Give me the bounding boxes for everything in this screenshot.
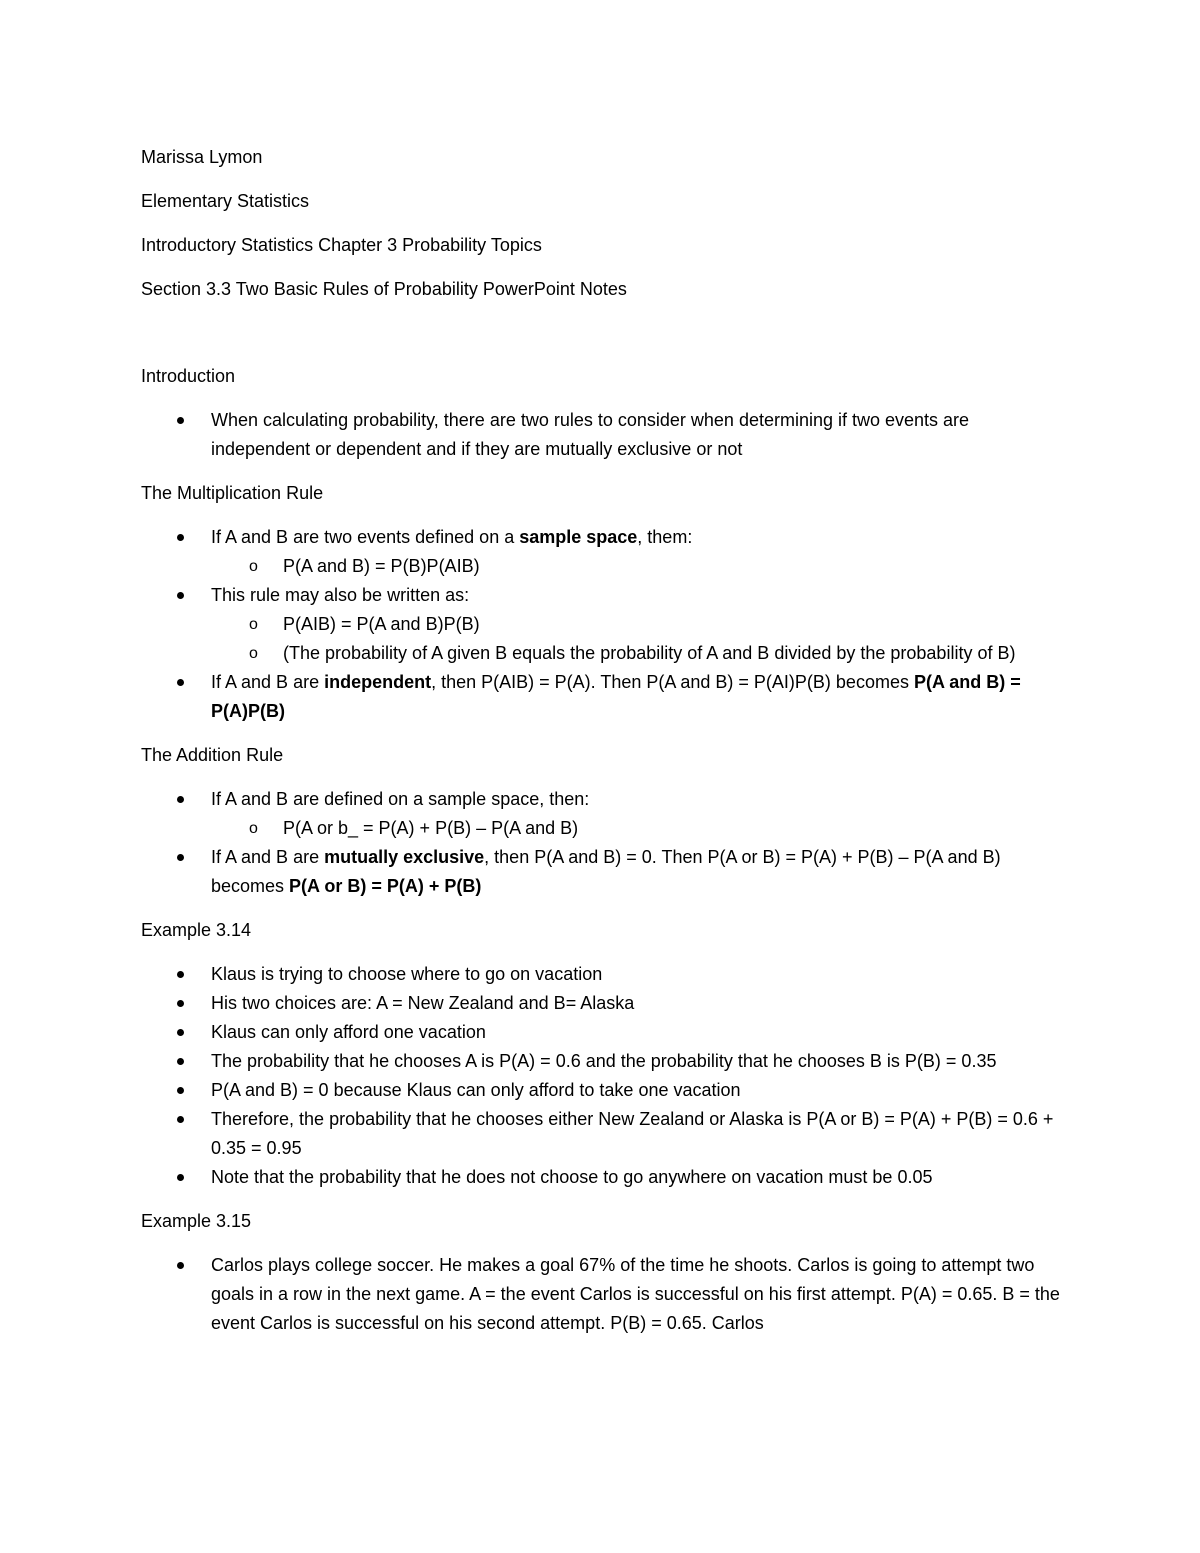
list-item-text: Note that the probability that he does not choose to go anywhere on vacation must be 0.05 [211, 1167, 933, 1187]
author-name: Marissa Lymon [141, 147, 263, 167]
bullet-icon [177, 679, 184, 686]
text-run: If A and B are [211, 672, 325, 692]
formula-text: P(AIB) = P(A and B)P(B) [283, 614, 480, 634]
sub-list-item [141, 552, 1066, 581]
sub-bullet-icon: o [249, 645, 258, 662]
list-item-text: His two choices are: A = New Zealand and B= Alaska [211, 993, 635, 1013]
sub-list-item [141, 610, 1066, 639]
bullet-icon [177, 1174, 184, 1181]
formula-text: P(A or b_ = P(A) + P(B) – P(A and B) [283, 818, 579, 838]
bold-term: sample space [519, 527, 638, 547]
bullet-icon [177, 971, 184, 978]
bullet-icon [177, 534, 184, 541]
text-run: If A and B are [211, 847, 325, 867]
list-item-text: Klaus is trying to choose where to go on vacation [211, 964, 603, 984]
bullet-icon [177, 1087, 184, 1094]
list-item [141, 581, 1066, 668]
bullet-icon [177, 592, 184, 599]
list-item-text: This rule may also be written as: [211, 585, 470, 605]
list-item [141, 406, 1066, 464]
text-run: , then P(A and B) = 0. Then P(A or B) = P(A) + P(B) – P(A and B) becomes [211, 847, 1001, 896]
formula-text: P(A and B) = P(B)P(AIB) [283, 556, 480, 576]
heading-addition-rule: The Addition Rule [141, 745, 284, 765]
sub-bullet-icon: o [249, 616, 258, 633]
list-item [141, 1251, 1066, 1338]
sub-list [211, 552, 1066, 581]
sub-list-item [141, 639, 1066, 668]
list-item [141, 960, 1066, 989]
multiplication-list [141, 523, 1066, 726]
list-item [141, 1076, 1066, 1105]
list-item-text: P(A and B) = 0 because Klaus can only afford to take one vacation [211, 1080, 741, 1100]
list-item [141, 668, 1066, 726]
document-page [141, 143, 1066, 1353]
example-3-14-list [141, 960, 1066, 1192]
sub-list [211, 610, 1066, 668]
addition-list [141, 785, 1066, 901]
bullet-icon [177, 417, 184, 424]
list-item-text: The probability that he chooses A is P(A) = 0.6 and the probability that he chooses B is P(B) = 0.35 [211, 1051, 997, 1071]
spacer [141, 319, 1066, 362]
bullet-icon [177, 1058, 184, 1065]
sub-list [211, 814, 1066, 843]
bullet-icon [177, 1000, 184, 1007]
list-item [141, 1018, 1066, 1047]
heading-multiplication-rule: The Multiplication Rule [141, 483, 324, 503]
text-run: , them: [637, 527, 693, 547]
sub-list-item [141, 814, 1066, 843]
heading-example-3-14: Example 3.14 [141, 920, 252, 940]
list-item [141, 785, 1066, 843]
list-item [141, 989, 1066, 1018]
bullet-icon [177, 1262, 184, 1269]
list-item-text: If A and B are defined on a sample space, then: [211, 789, 590, 809]
heading-example-3-15: Example 3.15 [141, 1211, 252, 1231]
list-item [141, 843, 1066, 901]
bold-formula: P(A or B) = P(A) + P(B) [289, 876, 482, 896]
list-item [141, 1047, 1066, 1076]
bullet-icon [177, 1116, 184, 1123]
example-3-15-list [141, 1251, 1066, 1338]
bold-term: independent [324, 672, 432, 692]
heading-introduction: Introduction [141, 366, 236, 386]
list-item [141, 523, 1066, 581]
list-item [141, 1163, 1066, 1192]
explanation-text: (The probability of A given B equals the probability of A and B divided by the probability of B) [283, 643, 1016, 663]
sub-bullet-icon: o [249, 558, 258, 575]
bullet-icon [177, 854, 184, 861]
list-item [141, 1105, 1066, 1163]
chapter-title: Introductory Statistics Chapter 3 Probability Topics [141, 235, 542, 255]
list-item-text: Carlos plays college soccer. He makes a goal 67% of the time he shoots. Carlos is going to attempt two goals in a row in the next game. A = the event Carlos is successful on his first attempt. P(A) = 0.65. B = the event Carlos is successful on his second attempt. P(B) = 0.65. Carlos [211, 1255, 1060, 1333]
text-run: If A and B are two events defined on a [211, 527, 520, 547]
list-item-text: Klaus can only afford one vacation [211, 1022, 486, 1042]
bullet-icon [177, 1029, 184, 1036]
bullet-icon [177, 796, 184, 803]
list-item-text: Therefore, the probability that he chooses either New Zealand or Alaska is P(A or B) = P(A) + P(B) = 0.6 + 0.35 = 0.95 [211, 1109, 1054, 1158]
introduction-list [141, 406, 1066, 464]
list-item-text: When calculating probability, there are two rules to consider when determining if two events are independent or dependent and if they are mutually exclusive or not [211, 410, 970, 459]
bold-formula: P(A and B) = P(A)P(B) [211, 672, 1021, 721]
text-run: , then P(AIB) = P(A). Then P(A and B) = P(AI)P(B) becomes [431, 672, 914, 692]
section-title: Section 3.3 Two Basic Rules of Probability PowerPoint Notes [141, 279, 627, 299]
bold-term: mutually exclusive [324, 847, 485, 867]
sub-bullet-icon: o [249, 820, 258, 837]
course-name: Elementary Statistics [141, 191, 310, 211]
